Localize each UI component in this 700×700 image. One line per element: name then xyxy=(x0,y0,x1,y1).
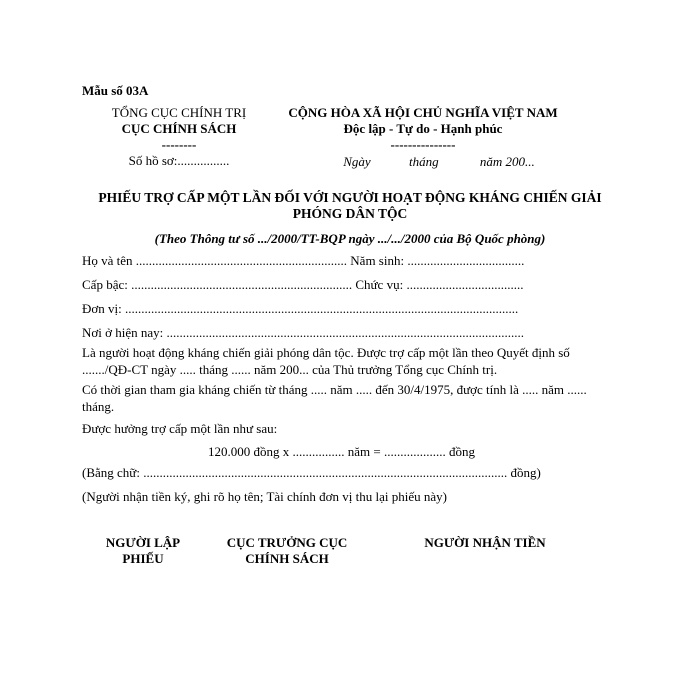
field-address: Nơi ở hiện nay: .............................................................................................................. xyxy=(82,325,525,340)
org-parent: TỔNG CỤC CHÍNH TRỊ xyxy=(111,105,247,120)
paragraph-decision: Là người hoạt động kháng chiến giải phóng dân tộc. Được trợ cấp một lần theo Quyết định số ......./QĐ-CT ngày ..... tháng ...... năm 200... của Thủ trưởng Tổng cục Chính trị. xyxy=(82,345,570,377)
document-title: PHIẾU TRỢ CẤP MỘT LẦN ĐỐI VỚI NGƯỜI HOẠT ĐỘNG KHÁNG CHIẾN GIẢI PHÓNG DÂN TỘC xyxy=(98,190,602,221)
date-day: Ngày xyxy=(343,154,371,169)
date-month: tháng xyxy=(408,154,439,169)
field-rank: Cấp bậc: .................................................................... Chức vụ: .................................... xyxy=(82,277,524,292)
motto-separator: --------------- xyxy=(390,137,456,152)
form-code: Mẫu số 03A xyxy=(82,83,149,98)
org-separator: -------- xyxy=(161,137,197,152)
date-year: năm 200... xyxy=(479,154,535,169)
date-line xyxy=(278,154,568,170)
org-name: CỤC CHÍNH SÁCH xyxy=(121,121,237,136)
signature-preparer: NGƯỜI LẬP PHIẾU xyxy=(105,535,181,566)
national-header-block xyxy=(278,105,568,170)
field-name: Họ và tên ................................................................. Năm sinh: .................................... xyxy=(82,253,525,268)
recipient-note: (Người nhận tiền ký, ghi rõ họ tên; Tài chính đơn vị thu lại phiếu này) xyxy=(82,489,447,504)
amount-in-words: (Bằng chữ: ................................................................................................................ đồng) xyxy=(82,465,541,480)
national-motto: Độc lập - Tự do - Hạnh phúc xyxy=(343,121,503,136)
signature-recipient: NGƯỜI NHẬN TIỀN xyxy=(424,535,546,550)
paragraph-allowance-intro: Được hưởng trợ cấp một lần như sau: xyxy=(82,421,278,436)
signature-director: CỤC TRƯỞNG CỤC CHÍNH SÁCH xyxy=(226,535,348,566)
nation-name: CỘNG HÒA XÃ HỘI CHỦ NGHĨA VIỆT NAM xyxy=(288,105,558,120)
document-subtitle: (Theo Thông tư số .../2000/TT-BQP ngày .../.../2000 của Bộ Quốc phòng) xyxy=(154,231,546,246)
field-unit: Đơn vị: ......................................................................................................................... xyxy=(82,301,519,316)
paragraph-service-period: Có thời gian tham gia kháng chiến từ tháng ..... năm ..... đến 30/4/1975, được tính là ..... năm ...... tháng. xyxy=(82,382,587,414)
file-number: Số hồ sơ:................ xyxy=(128,153,230,168)
issuing-agency-block xyxy=(98,105,260,169)
allowance-formula: 120.000 đồng x ................ năm = ................... đồng xyxy=(208,444,475,459)
